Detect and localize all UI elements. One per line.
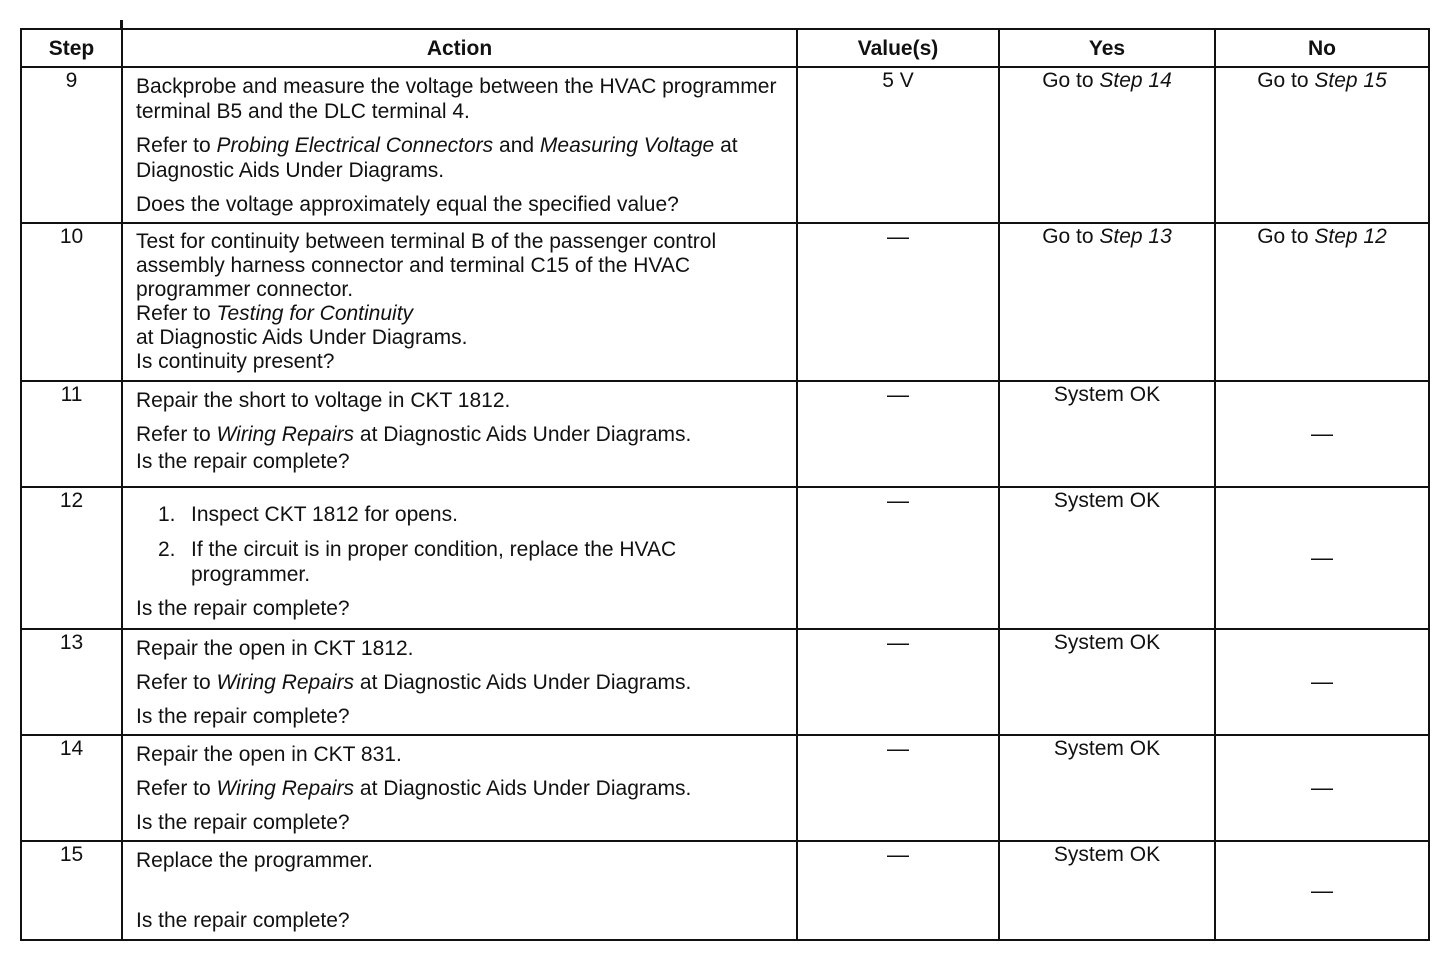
- value-cell: —: [797, 735, 999, 841]
- table-row: [21, 67, 1429, 223]
- no-cell: Go to Step 12: [1215, 223, 1429, 381]
- goto-step-link: Step 12: [1314, 225, 1387, 248]
- goto-step-link: Step 15: [1314, 69, 1387, 92]
- action-reference: Refer to Wiring Repairs at Diagnostic Aids Under Diagrams.: [136, 423, 692, 446]
- no-cell: —: [1215, 735, 1429, 841]
- action-reference: Refer to Wiring Repairs at Diagnostic Aids Under Diagrams.: [136, 777, 692, 800]
- yes-cell: Go to Step 14: [999, 67, 1215, 223]
- header-value: Value(s): [797, 29, 999, 67]
- list-item: 2. If the circuit is in proper condition, replace the HVAC programmer.: [158, 538, 677, 586]
- action-cell: [122, 487, 797, 629]
- no-cell: —: [1215, 381, 1429, 487]
- reference-title: Measuring Voltage: [539, 134, 715, 157]
- action-text: Repair the open in CKT 831.: [136, 743, 402, 766]
- value-cell: —: [797, 223, 999, 381]
- yes-cell: System OK: [999, 629, 1215, 735]
- reference-title: Testing for Continuity: [216, 302, 414, 325]
- table-row: [21, 629, 1429, 735]
- step-number: 14: [21, 735, 122, 841]
- action-cell: [122, 629, 797, 735]
- value-cell: —: [797, 629, 999, 735]
- step-number: 10: [21, 223, 122, 381]
- action-text: Backprobe and measure the voltage between the HVAC programmer terminal B5 and the DLC terminal 4.: [136, 75, 777, 123]
- yes-cell: System OK: [999, 735, 1215, 841]
- step-number: 12: [21, 487, 122, 629]
- action-reference-location: at Diagnostic Aids Under Diagrams.: [136, 326, 468, 349]
- action-text: Repair the open in CKT 1812.: [136, 637, 414, 660]
- yes-cell: System OK: [999, 487, 1215, 629]
- action-text: Test for continuity between terminal B of the passenger control assembly harness connector and terminal C15 of the HVAC programmer connector.: [136, 230, 717, 301]
- step-number: 11: [21, 381, 122, 487]
- step-number: 13: [21, 629, 122, 735]
- no-cell: Go to Step 15: [1215, 67, 1429, 223]
- action-reference: Refer to Testing for Continuity: [136, 302, 414, 325]
- reference-title: Wiring Repairs: [216, 671, 355, 694]
- action-text: Replace the programmer.: [136, 849, 373, 872]
- action-cell: [122, 381, 797, 487]
- goto-step-link: Step 13: [1099, 225, 1172, 248]
- action-question: Is continuity present?: [136, 350, 335, 373]
- yes-cell: System OK: [999, 841, 1215, 940]
- action-cell: [122, 735, 797, 841]
- header-step: Step: [21, 29, 122, 67]
- no-cell: —: [1215, 487, 1429, 629]
- table-header-row: [21, 29, 1429, 67]
- table-row: [21, 487, 1429, 629]
- header-yes: Yes: [999, 29, 1215, 67]
- action-reference: Refer to Wiring Repairs at Diagnostic Aids Under Diagrams.: [136, 671, 692, 694]
- header-no: No: [1215, 29, 1429, 67]
- action-text: Repair the short to voltage in CKT 1812.: [136, 389, 511, 412]
- action-cell: [122, 67, 797, 223]
- no-cell: —: [1215, 629, 1429, 735]
- action-cell: [122, 223, 797, 381]
- value-cell: 5 V: [797, 67, 999, 223]
- action-question: Is the repair complete?: [136, 597, 350, 620]
- no-cell: —: [1215, 841, 1429, 940]
- table-row: [21, 381, 1429, 487]
- value-cell: —: [797, 841, 999, 940]
- value-cell: —: [797, 381, 999, 487]
- value-cell: —: [797, 487, 999, 629]
- yes-cell: Go to Step 13: [999, 223, 1215, 381]
- diagnostic-table: [20, 28, 1430, 941]
- action-steps-list: [136, 502, 786, 587]
- action-question: Is the repair complete?: [136, 909, 350, 932]
- yes-cell: System OK: [999, 381, 1215, 487]
- table-row: [21, 841, 1429, 940]
- step-number: 15: [21, 841, 122, 940]
- reference-title: Wiring Repairs: [216, 423, 355, 446]
- action-reference: Refer to Probing Electrical Connectors and Measuring Voltage at Diagnostic Aids Under Diagrams.: [136, 134, 738, 182]
- action-cell: [122, 841, 797, 940]
- table-row: [21, 223, 1429, 381]
- action-question: Is the repair complete?: [136, 811, 350, 834]
- action-question: Does the voltage approximately equal the specified value?: [136, 193, 679, 216]
- table-row: [21, 735, 1429, 841]
- action-question: Is the repair complete?: [136, 450, 350, 473]
- header-action: Action: [122, 29, 797, 67]
- list-item: 1. Inspect CKT 1812 for opens.: [158, 503, 458, 526]
- reference-title: Probing Electrical Connectors: [216, 134, 494, 157]
- goto-step-link: Step 14: [1099, 69, 1172, 92]
- action-question: Is the repair complete?: [136, 705, 350, 728]
- step-number: 9: [21, 67, 122, 223]
- reference-title: Wiring Repairs: [216, 777, 355, 800]
